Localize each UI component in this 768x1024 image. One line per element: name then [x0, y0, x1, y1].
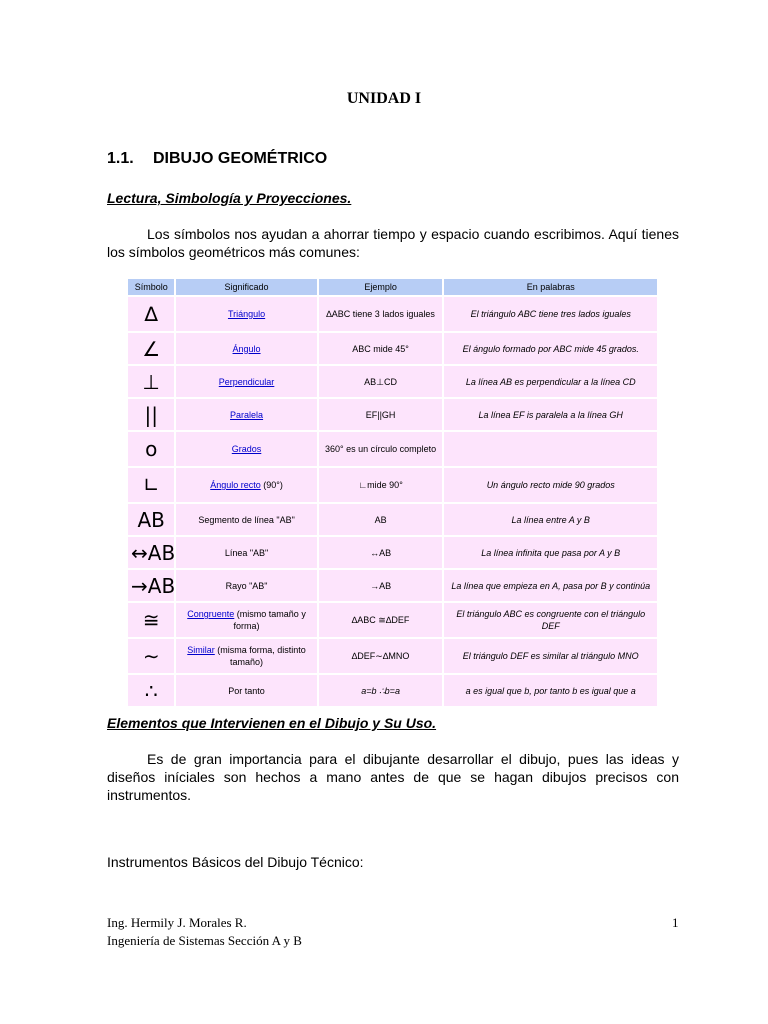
example-cell: ∆ABC ≅∆DEF [319, 603, 443, 637]
table-row [128, 603, 657, 637]
symbol-cell: ⊥ [128, 366, 174, 397]
symbol-cell: ∴ [128, 675, 174, 706]
words-cell: Un ángulo recto mide 90 grados [444, 468, 657, 502]
page-number: 1 [672, 915, 679, 930]
table-row [128, 639, 657, 673]
table-row [128, 468, 657, 502]
meaning-link[interactable]: Perpendicular [218, 376, 275, 387]
symbols-table [126, 277, 659, 708]
symbol-cell: AB [128, 504, 174, 535]
elements-paragraph: Es de gran importancia para el dibujante desarrollar el dibujo, pues las ideas y diseños iníciales son hechos a mano antes de que se hagan dibujos precisos con instrumentos. [107, 751, 679, 803]
words-cell: El triángulo DEF es similar al triángulo MNO [444, 639, 657, 673]
words-cell: a es igual que b, por tanto b es igual que a [444, 675, 657, 706]
example-cell: AB [319, 504, 443, 535]
example-cell: AB⊥CD [319, 366, 443, 397]
instruments-line: Instrumentos Básicos del Dibujo Técnico: [107, 854, 364, 870]
table-row [128, 432, 657, 466]
table-row [128, 297, 657, 331]
table-row [128, 504, 657, 535]
example-cell: a=b ∴b=a [319, 675, 443, 706]
table-row [128, 570, 657, 601]
section-number: 1.1. [107, 150, 134, 167]
meaning-text: Línea "AB" [224, 547, 269, 558]
section-title: DIBUJO GEOMÉTRICO [153, 150, 328, 167]
subheading-lectura: Lectura, Simbología y Proyecciones. [107, 190, 352, 206]
meaning-text: Rayo "AB" [225, 580, 268, 591]
meaning-link[interactable]: Ángulo [232, 343, 261, 354]
meaning-text: Por tanto [228, 685, 265, 696]
example-cell: →AB [319, 570, 443, 601]
meaning-cell [176, 333, 316, 364]
table-row [128, 399, 657, 430]
words-cell: El triángulo ABC tiene tres lados iguales [444, 297, 657, 331]
meaning-cell [176, 366, 316, 397]
words-cell: El triángulo ABC es congruente con el triángulo DEF [444, 603, 657, 637]
symbol-cell: || [128, 399, 174, 430]
meaning-cell [176, 468, 316, 502]
example-cell: ∆DEF∼∆MNO [319, 639, 443, 673]
table-row [128, 675, 657, 706]
example-cell: ∆ABC tiene 3 lados iguales [319, 297, 443, 331]
example-cell: ABC mide 45° [319, 333, 443, 364]
symbol-cell: o [128, 432, 174, 466]
header-words: En palabras [444, 279, 657, 295]
meaning-cell [176, 675, 316, 706]
meaning-link[interactable]: Grados [231, 444, 262, 454]
words-cell: La línea AB es perpendicular a la línea CD [444, 366, 657, 397]
example-cell: ↔AB [319, 537, 443, 568]
meaning-link[interactable]: Triángulo [227, 309, 266, 319]
words-cell: La línea que empieza en A, pasa por B y continúa [444, 570, 657, 601]
meaning-text: (90°) [260, 480, 283, 490]
section-heading [107, 150, 327, 168]
unit-title: UNIDAD I [346, 90, 422, 107]
meaning-link[interactable]: Ángulo recto [210, 480, 261, 490]
meaning-link[interactable]: Similar [187, 645, 215, 655]
words-cell: La línea EF is paralela a la línea GH [444, 399, 657, 430]
meaning-cell [176, 639, 316, 673]
symbol-cell: ∼ [128, 639, 174, 673]
example-cell: EF||GH [319, 399, 443, 430]
meaning-text: Segmento de línea "AB" [198, 514, 295, 525]
words-cell: La línea entre A y B [444, 504, 657, 535]
symbol-cell: ∟ [128, 468, 174, 502]
example-cell: 360° es un círculo completo [319, 432, 443, 466]
table-row [128, 366, 657, 397]
meaning-text: (misma forma, distinto tamaño) [214, 645, 306, 667]
table-row [128, 537, 657, 568]
footer-department: Ingeniería de Sistemas Sección A y B [107, 933, 302, 948]
table-row [128, 333, 657, 364]
header-example: Ejemplo [319, 279, 443, 295]
words-cell [444, 432, 657, 466]
header-symbol: Símbolo [128, 279, 174, 295]
symbol-cell: →AB [128, 570, 174, 601]
words-cell: El ángulo formado por ABC mide 45 grados. [444, 333, 657, 364]
meaning-text: (mismo tamaño y forma) [233, 609, 306, 631]
symbol-cell: ↔AB [128, 537, 174, 568]
meaning-cell [176, 432, 316, 466]
subheading-elementos: Elementos que Intervienen en el Dibujo y Su Uso. [107, 715, 437, 731]
meaning-cell [176, 504, 316, 535]
footer-author: Ing. Hermily J. Morales R. [107, 915, 247, 930]
table-header-row [128, 279, 657, 295]
symbol-cell: ∆ [128, 297, 174, 331]
meaning-cell [176, 603, 316, 637]
meaning-cell [176, 297, 316, 331]
meaning-link[interactable]: Paralela [230, 409, 264, 420]
meaning-cell [176, 537, 316, 568]
meaning-cell [176, 399, 316, 430]
header-meaning: Significado [176, 279, 316, 295]
intro-paragraph: Los símbolos nos ayudan a ahorrar tiempo y espacio cuando escribimos. Aquí tienes los símbolos geométricos más comunes: [107, 226, 679, 260]
symbol-cell: ≅ [128, 603, 174, 637]
example-cell: ∟mide 90° [319, 468, 443, 502]
meaning-link[interactable]: Congruente [187, 609, 235, 619]
symbol-cell: ∠ [128, 333, 174, 364]
meaning-cell [176, 570, 316, 601]
words-cell: La línea infinita que pasa por A y B [444, 537, 657, 568]
